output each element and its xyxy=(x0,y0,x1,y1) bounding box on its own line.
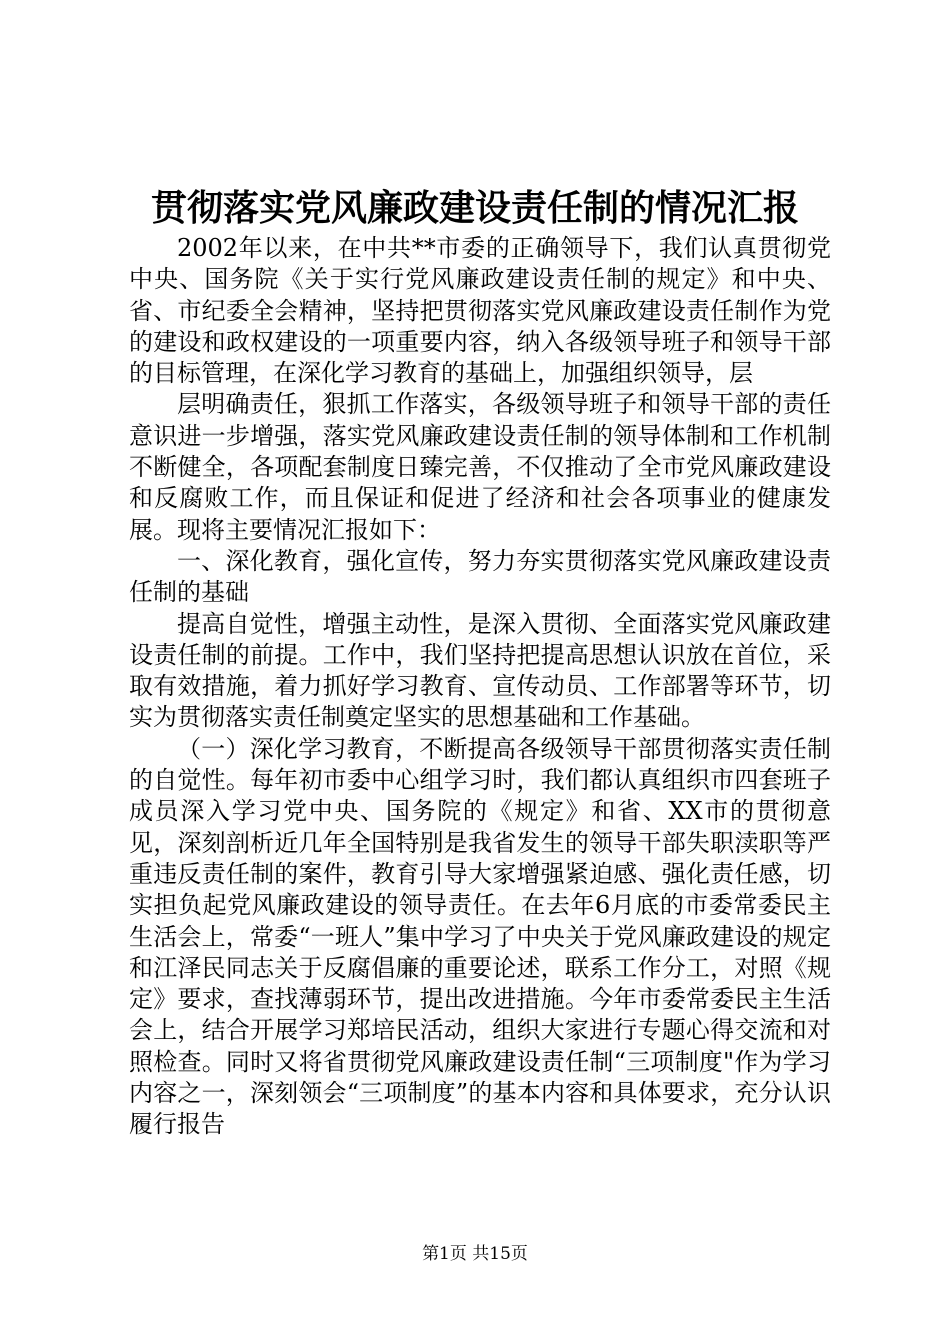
paragraph-summary: 层明确责任，狠抓工作落实，各级领导班子和领导干部的责任意识进一步增强，落实党风廉政建设责任制的领导体制和工作机制不断健全，各项配套制度日臻完善，不仅推动了全市党风廉政建设和反腐败工作，而且保证和促进了经济和社会各项事业的健康发展。现将主要情况汇报如下： xyxy=(129,390,831,544)
section-heading-1: 一、深化教育，强化宣传，努力夯实贯彻落实党风廉政建设责任制的基础 xyxy=(129,546,831,607)
paragraph-subsection-1: （一）深化学习教育，不断提高各级领导干部贯彻落实责任制的自觉性。每年初市委中心组学习时，我们都认真组织市四套班子成员深入学习党中央、国务院的《规定》和省、XX市的贯彻意见，深刻剖析近几年全国特别是我省发生的领导干部失职渎职等严重违反责任制的案件，教育引导大家增强紧迫感、强化责任感，切实担负起党风廉政建设的领导责任。在去年6月底的市委常委民主生活会上，常委“一班人”集中学习了中央关于党风廉政建设的规定和江泽民同志关于反腐倡廉的重要论述，联系工作分工，对照《规定》要求，查找薄弱环节，提出改进措施。今年市委常委民主生活会上，结合开展学习郑培民活动，组织大家进行专题心得交流和对照检查。同时又将省贯彻党风廉政建设责任制“三项制度"作为学习内容之一，深刻领会“三项制度”的基本内容和具体要求，充分认识履行报告 xyxy=(129,734,831,1139)
document-body xyxy=(129,233,831,1141)
page-number-footer: 第1页 共15页 xyxy=(422,1244,528,1264)
paragraph-section-1: 提高自觉性，增强主动性，是深入贯彻、全面落实党风廉政建设责任制的前提。工作中，我们坚持把提高思想认识放在首位，采取有效措施，着力抓好学习教育、宣传动员、工作部署等环节，切实为贯彻落实责任制奠定坚实的思想基础和工作基础。 xyxy=(129,609,831,732)
document-title: 贯彻落实党风廉政建设责任制的情况汇报 xyxy=(150,187,799,229)
paragraph-intro: 2002年以来，在中共**市委的正确领导下，我们认真贯彻党中央、国务院《关于实行党风廉政建设责任制的规定》和中央、省、市纪委全会精神，坚持把贯彻落实党风廉政建设责任制作为党的建设和政权建设的一项重要内容，纳入各级领导班子和领导干部的目标管理，在深化学习教育的基础上，加强组织领导，层 xyxy=(129,234,831,388)
